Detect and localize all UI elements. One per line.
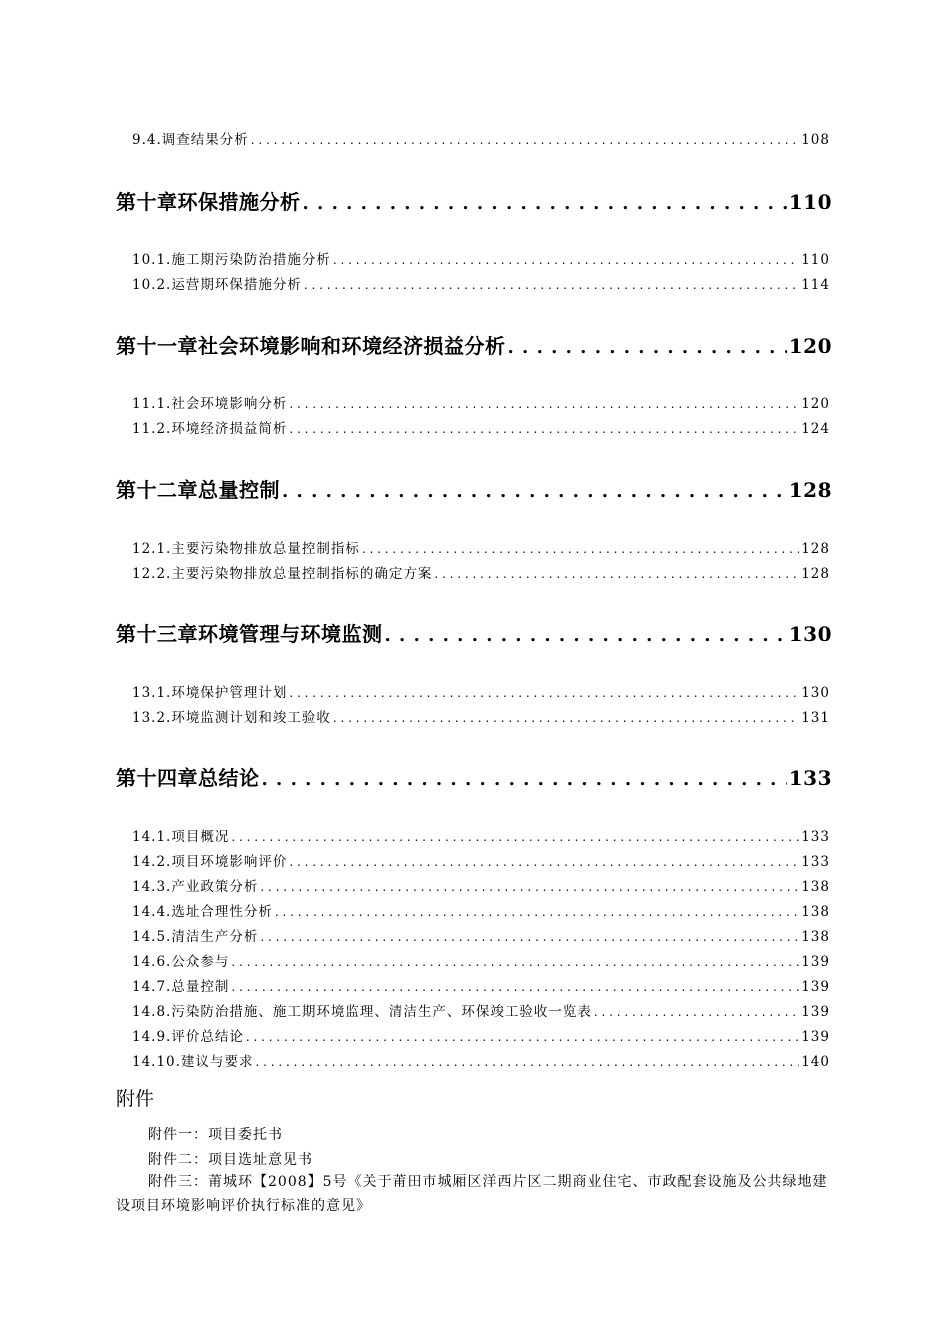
section-title: 建议与要求 [180,1054,254,1070]
toc-entry-13-1[interactable] [0,681,950,701]
leader-dots [508,337,787,358]
leader-dots [333,253,799,267]
annex-heading: 附件 [116,1088,155,1110]
toc-chapter-13[interactable] [0,618,950,647]
chapter-number: 第十一章 [116,334,198,358]
section-title: 项目概况 [171,829,230,845]
page-number: 133 [801,829,830,845]
page-number: 120 [788,334,832,358]
page-number: 131 [801,710,830,726]
toc-entry-9-4[interactable] [0,128,950,148]
leader-dots [289,686,799,700]
toc-chapter-10[interactable] [0,186,950,215]
section-title: 主要污染物排放总量控制指标 [171,541,360,557]
page-number: 140 [801,1054,830,1070]
toc-chapter-14[interactable] [0,762,950,791]
section-number: 14.4. [132,904,172,920]
leader-dots [333,711,799,725]
page-number: 120 [801,396,830,412]
toc-entry-14-8[interactable] [0,1000,950,1020]
leader-dots [246,1030,799,1044]
leader-dots [594,1005,799,1019]
leader-dots [289,397,799,411]
page-number: 139 [801,1004,830,1020]
chapter-title: 总量控制 [198,478,280,502]
page-number: 139 [801,954,830,970]
page-number: 138 [801,929,830,945]
page-number: 139 [801,1029,830,1045]
page-number: 128 [801,566,830,582]
toc-entry-12-2[interactable] [0,562,950,582]
toc-entry-14-9[interactable] [0,1025,950,1045]
leader-dots [231,955,799,969]
leader-dots [260,930,799,944]
section-title: 施工期污染防治措施分析 [171,252,331,268]
page-number: 138 [801,879,830,895]
section-title: 社会环境影响分析 [171,396,288,412]
leader-dots [434,567,799,581]
page-number: 130 [801,685,830,701]
toc-entry-14-6[interactable] [0,950,950,970]
toc-entry-10-2[interactable] [0,273,950,293]
leader-dots [275,905,799,919]
leader-dots [231,980,799,994]
chapter-number: 第十章 [116,190,178,214]
section-title: 总量控制 [171,979,230,995]
page-number: 128 [801,541,830,557]
page-number: 138 [801,904,830,920]
section-number: 14.6. [132,954,172,970]
toc-entry-12-1[interactable] [0,537,950,557]
annex-item-3[interactable]: 附件三：莆城环【2008】5号《关于莆田市城厢区洋西片区二期商业住宅、市政配套设施及公共绿地建设项目环境影响评价执行标准的意见》 [116,1174,828,1214]
section-number: 9.4. [132,132,162,148]
toc-chapter-11[interactable] [0,330,950,359]
section-number: 13.2. [132,710,172,726]
leader-dots [289,855,799,869]
toc-entry-11-1[interactable] [0,392,950,412]
toc-entry-14-3[interactable] [0,875,950,895]
section-title: 调查结果分析 [161,132,249,148]
leader-dots [251,133,799,147]
chapter-number: 第十四章 [116,766,198,790]
section-number: 14.5. [132,929,172,945]
section-number: 11.2. [132,421,172,437]
toc-chapter-12[interactable] [0,474,950,503]
page-number: 128 [788,478,832,502]
chapter-number: 第十二章 [116,478,198,502]
leader-dots [289,422,799,436]
section-number: 11.1. [132,396,172,412]
toc-entry-14-1[interactable] [0,825,950,845]
toc-entry-14-10[interactable] [0,1050,950,1070]
leader-dots [231,830,799,844]
leader-dots [262,769,787,790]
section-title: 环境保护管理计划 [171,685,288,701]
page-number: 114 [801,277,830,293]
page-number: 133 [801,854,830,870]
section-title: 项目环境影响评价 [171,854,288,870]
page-number: 139 [801,979,830,995]
chapter-title: 总结论 [198,766,260,790]
page-number: 110 [801,252,830,268]
page-number: 133 [788,766,832,790]
chapter-title: 环境管理与环境监测 [198,622,383,646]
annex-item-1[interactable]: 附件一：项目委托书 [148,1127,283,1143]
section-number: 12.1. [132,541,172,557]
section-title: 主要污染物排放总量控制指标的确定方案 [171,566,433,582]
leader-dots [260,880,799,894]
leader-dots [385,625,787,646]
section-number: 14.8. [132,1004,172,1020]
section-title: 产业政策分析 [171,879,259,895]
section-number: 14.9. [132,1029,172,1045]
section-number: 14.2. [132,854,172,870]
section-number: 14.1. [132,829,172,845]
section-number: 14.10. [132,1054,181,1070]
page-number: 110 [788,190,832,214]
leader-dots [304,278,799,292]
toc-entry-14-7[interactable] [0,975,950,995]
toc-entry-10-1[interactable] [0,248,950,268]
chapter-number: 第十三章 [116,622,198,646]
page-number: 108 [801,132,830,148]
leader-dots [362,542,799,556]
section-title: 选址合理性分析 [171,904,273,920]
leader-dots [255,1055,799,1069]
section-number: 10.2. [132,277,172,293]
section-title: 公众参与 [171,954,230,970]
section-title: 环境监测计划和竣工验收 [171,710,331,726]
leader-dots [303,193,787,214]
page-number: 130 [788,622,832,646]
section-title: 清洁生产分析 [171,929,259,945]
chapter-title: 环保措施分析 [177,190,301,214]
section-title: 污染防治措施、施工期环境监理、清洁生产、环保竣工验收一览表 [171,1004,592,1020]
annex-item-2[interactable]: 附件二：项目选址意见书 [148,1152,313,1168]
toc-entry-14-2[interactable] [0,850,950,870]
section-number: 12.2. [132,566,172,582]
toc-entry-14-5[interactable] [0,925,950,945]
leader-dots [282,481,787,502]
section-title: 评价总结论 [171,1029,244,1045]
section-number: 13.1. [132,685,172,701]
section-number: 14.3. [132,879,172,895]
toc-entry-14-4[interactable] [0,900,950,920]
section-number: 10.1. [132,252,172,268]
chapter-title: 社会环境影响和环境经济损益分析 [198,334,506,358]
section-number: 14.7. [132,979,172,995]
page-number: 124 [801,421,830,437]
toc-entry-13-2[interactable] [0,706,950,726]
section-title: 环境经济损益简析 [171,421,288,437]
toc-entry-11-2[interactable] [0,417,950,437]
section-title: 运营期环保措施分析 [171,277,302,293]
